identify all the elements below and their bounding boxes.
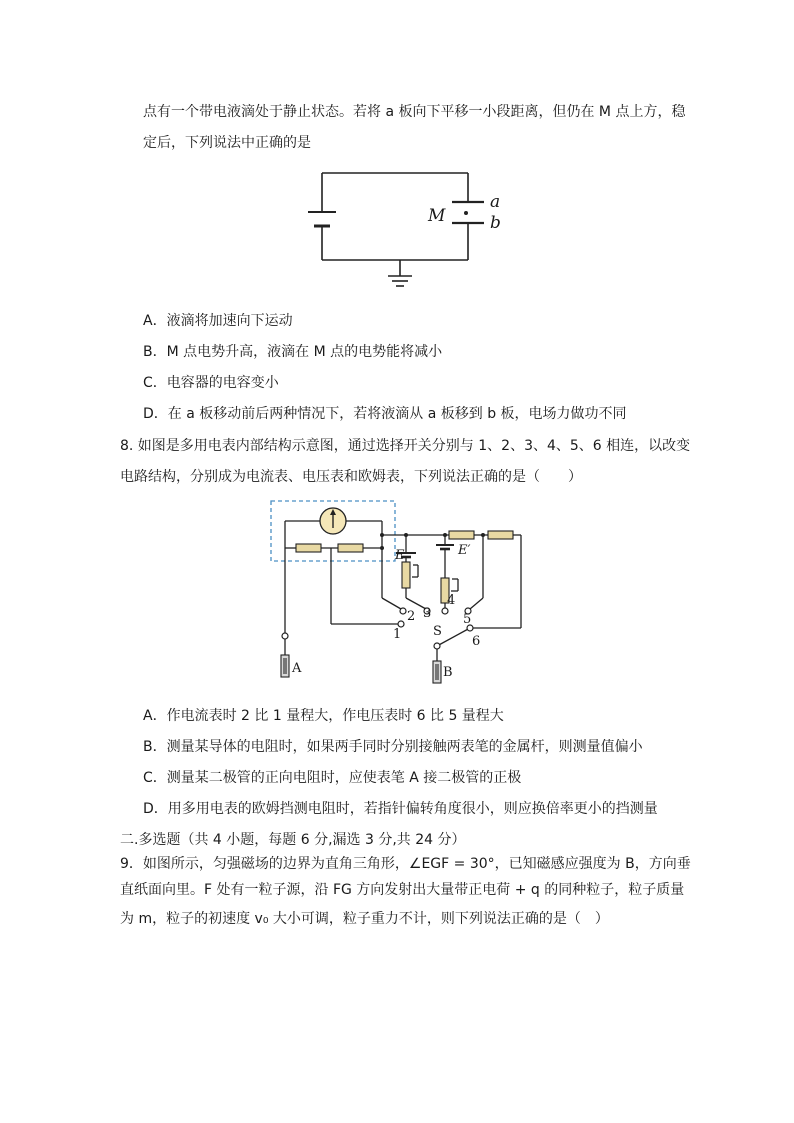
rheostat-e	[402, 562, 410, 588]
resistor-shunt-2	[338, 544, 363, 552]
label-e-prime: E′	[458, 543, 471, 558]
probe-a	[281, 655, 289, 677]
label-contact-5: 5	[463, 612, 472, 627]
q7-stem-line-1: 点有一个带电液滴处于静止状态。若将 a 板向下平移一小段距离，但仍在 M 点上方，稳	[143, 104, 686, 120]
probe-b	[433, 661, 441, 683]
galvanometer-icon	[320, 508, 346, 534]
q7-option-c: C．电容器的电容变小	[143, 375, 279, 391]
label-plate-b: b	[490, 213, 501, 233]
label-e: E	[395, 548, 405, 563]
label-contact-6: 6	[472, 634, 481, 649]
label-contact-4: 4	[447, 593, 456, 608]
q8-option-d: D．用多用电表的欧姆挡测电阻时，若指针偏转角度很小，则应换倍率更小的挡测量	[143, 801, 658, 817]
label-contact-3: 3	[423, 606, 432, 621]
label-probe-b: B	[443, 665, 453, 680]
q7-option-a: A．液滴将加速向下运动	[143, 313, 293, 329]
droplet-dot	[464, 211, 468, 215]
section-heading: 二.多选题（共 4 小题，每题 6 分,漏选 3 分,共 24 分）	[120, 832, 466, 848]
q9-stem-line-2: 直纸面向里。F 处有一粒子源，沿 FG 方向发射出大量带正电荷 + q 的同种粒子，粒子质量	[120, 882, 685, 898]
q9-stem-line-3: 为 m，粒子的初速度 v₀ 大小可调，粒子重力不计，则下列说法正确的是（ ）	[120, 911, 609, 927]
label-contact-1: 1	[393, 627, 402, 642]
capacitor-circuit-figure	[300, 165, 520, 295]
q8-option-a: A．作电流表时 2 比 1 量程大，作电压表时 6 比 5 量程大	[143, 708, 504, 724]
label-switch-s: S	[433, 624, 442, 639]
q7-stem-line-2: 定后，下列说法中正确的是	[143, 135, 311, 151]
label-probe-a: A	[292, 661, 302, 676]
label-contact-2: 2	[407, 609, 416, 624]
q8-stem-line-2: 电路结构，分别成为电流表、电压表和欧姆表，下列说法正确的是（ ）	[120, 469, 582, 485]
q8-option-c: C．测量某二极管的正向电阻时，应使表笔 A 接二极管的正极	[143, 770, 522, 786]
label-plate-a: a	[490, 192, 501, 212]
resistor-series-2	[488, 531, 513, 539]
q7-option-b: B．M 点电势升高，液滴在 M 点的电势能将减小	[143, 344, 443, 360]
q8-stem-line-1: 8. 如图是多用电表内部结构示意图，通过选择开关分别与 1、2、3、4、5、6 相连，以改变	[120, 438, 691, 454]
multimeter-circuit-figure	[265, 495, 545, 695]
q7-option-d: D．在 a 板移动前后两种情况下，若将液滴从 a 板移到 b 板，电场力做功不同	[143, 406, 627, 422]
q9-stem-line-1: 9．如图所示，匀强磁场的边界为直角三角形，∠EGF = 30°，已知磁感应强度为 B，方向垂	[120, 856, 691, 872]
q8-option-b: B．测量某导体的电阻时，如果两手同时分别接触两表笔的金属杆，则测量值偏小	[143, 739, 643, 755]
label-m: M	[428, 206, 446, 226]
resistor-shunt-1	[296, 544, 321, 552]
resistor-series-1	[449, 531, 474, 539]
